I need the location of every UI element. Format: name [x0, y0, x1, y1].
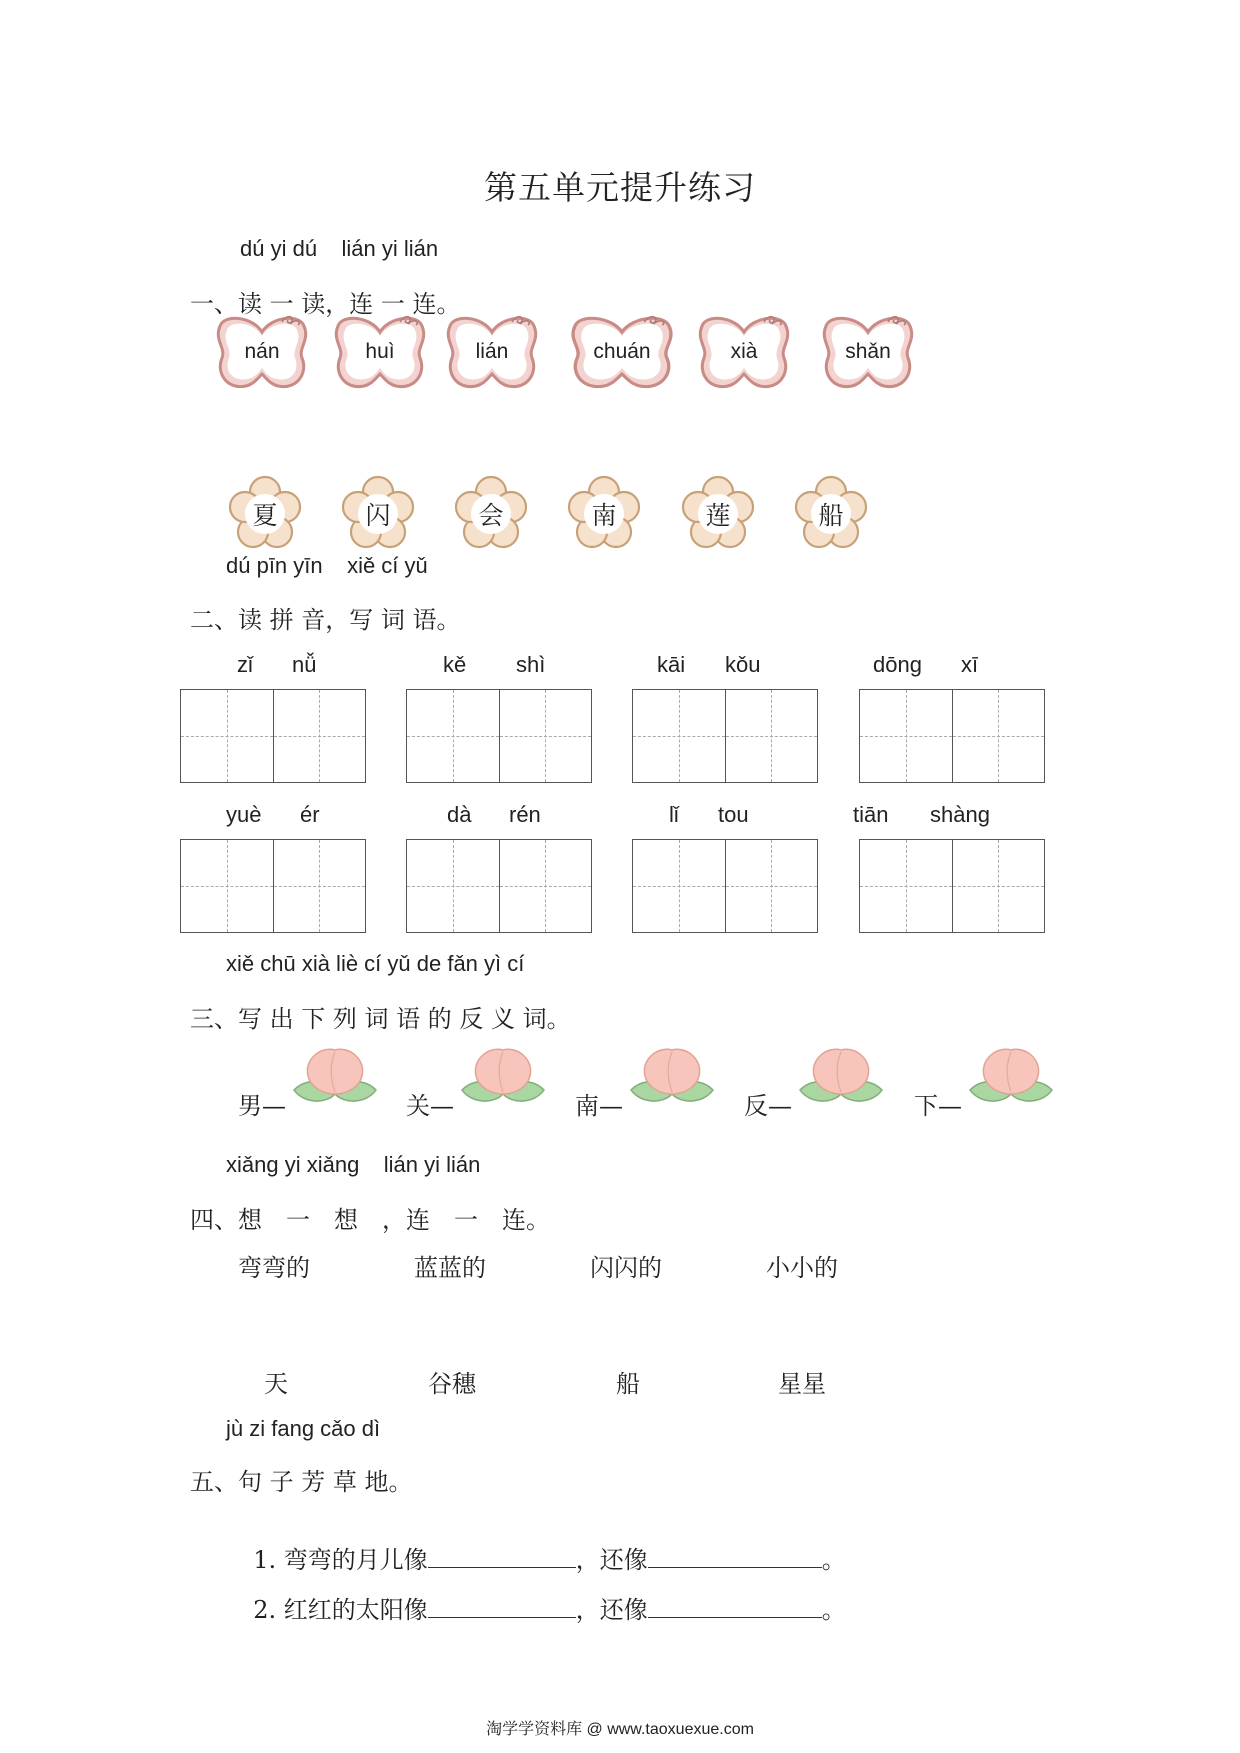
match-top-item[interactable]: 闪闪的 [590, 1254, 662, 1282]
word-pinyin: lǐ [669, 802, 679, 827]
word-pinyin: shàng [930, 802, 990, 827]
flower-character: 莲 [705, 501, 731, 530]
section5-pinyin: jù zi fang cǎo dì [226, 1416, 381, 1441]
word-pinyin: nǚ [292, 652, 317, 677]
match-top-item[interactable]: 弯弯的 [238, 1254, 310, 1282]
word-pinyin: ér [300, 802, 320, 827]
antonym-word: 男— [238, 1092, 286, 1120]
butterfly-card[interactable] [694, 312, 794, 402]
answer-peach[interactable] [460, 1044, 546, 1110]
match-top-item[interactable]: 蓝蓝的 [414, 1254, 486, 1282]
section4-pinyin: xiǎng yi xiǎng lián yi lián [226, 1152, 481, 1177]
footer-watermark: 淘学学资料库 @ www.taoxuexue.com [486, 1721, 754, 1738]
flower-character: 南 [591, 501, 617, 530]
match-top-item[interactable]: 小小的 [766, 1254, 838, 1282]
butterfly-pinyin: huì [365, 340, 395, 363]
butterfly-card[interactable] [330, 312, 430, 402]
word-pinyin: kǒu [725, 652, 761, 677]
match-bottom-item[interactable]: 星星 [778, 1370, 826, 1398]
answer-peach[interactable] [968, 1044, 1054, 1110]
word-pinyin: tiān [853, 802, 889, 827]
flower-card[interactable] [339, 474, 417, 552]
answer-peach[interactable] [629, 1044, 715, 1110]
sentence-1-middle: ，还像 [575, 1546, 648, 1574]
flower-card[interactable] [565, 474, 643, 552]
page-title: 第五单元提升练习 [484, 168, 756, 207]
section1-pinyin: dú yi dú lián yi lián [240, 236, 439, 261]
writing-grid[interactable] [406, 689, 592, 783]
writing-grid[interactable] [632, 839, 818, 933]
sentence-2-middle: ，还像 [575, 1596, 648, 1624]
butterfly-card[interactable] [212, 312, 312, 402]
writing-grid[interactable] [406, 839, 592, 933]
match-bottom-item[interactable]: 天 [264, 1370, 288, 1398]
butterfly-pinyin: xià [730, 340, 758, 363]
sentence-2 [238, 1562, 846, 1625]
section5-heading: 五、句 子 芳 草 地。 [190, 1468, 413, 1496]
section2-pinyin: dú pīn yīn xiě cí yǔ [226, 553, 428, 578]
flower-card[interactable] [452, 474, 530, 552]
antonym-word: 反— [744, 1092, 792, 1120]
peach-icon [629, 1044, 715, 1110]
flower-character: 闪 [365, 501, 391, 530]
word-pinyin: dōng [873, 652, 922, 677]
flower-card[interactable] [226, 474, 304, 552]
flower-card[interactable] [792, 474, 870, 552]
sentence-1-end: 。 [821, 1546, 846, 1574]
word-pinyin: xī [961, 652, 979, 677]
writing-grid[interactable] [180, 839, 366, 933]
section2-heading: 二、读 拼 音，写 词 语。 [190, 606, 461, 634]
word-pinyin: zǐ [237, 652, 253, 677]
butterfly-pinyin: shǎn [845, 340, 891, 363]
sentence-2-blank-2[interactable] [648, 1593, 822, 1618]
answer-peach[interactable] [292, 1044, 378, 1110]
match-bottom-item[interactable]: 船 [616, 1370, 640, 1398]
butterfly-pinyin: nán [244, 340, 280, 363]
butterfly-card[interactable] [442, 312, 542, 402]
section3-heading: 三、写 出 下 列 词 语 的 反 义 词。 [190, 1005, 571, 1033]
flower-character: 夏 [252, 501, 278, 530]
peach-icon [460, 1044, 546, 1110]
sentence-1-start: 1. 弯弯的月儿像 [253, 1546, 428, 1574]
antonym-word: 南— [575, 1092, 623, 1120]
sentence-2-blank-1[interactable] [428, 1593, 576, 1618]
writing-grid[interactable] [859, 689, 1045, 783]
flower-card[interactable] [679, 474, 757, 552]
word-pinyin: tou [718, 802, 749, 827]
sentence-2-end: 。 [821, 1596, 846, 1624]
word-pinyin: yuè [226, 802, 262, 827]
flower-character: 船 [818, 501, 844, 530]
butterfly-pinyin: lián [475, 340, 509, 363]
peach-icon [968, 1044, 1054, 1110]
match-bottom-item[interactable]: 谷穗 [428, 1370, 476, 1398]
writing-grid[interactable] [632, 689, 818, 783]
peach-icon [798, 1044, 884, 1110]
antonym-word: 关— [406, 1092, 454, 1120]
word-pinyin: dà [447, 802, 472, 827]
word-pinyin: kāi [657, 652, 686, 677]
flower-character: 会 [478, 501, 504, 530]
butterfly-card[interactable] [818, 312, 918, 402]
section1-heading: 一、读 一 读，连 一 连。 [190, 290, 461, 318]
writing-grid[interactable] [180, 689, 366, 783]
writing-grid[interactable] [859, 839, 1045, 933]
sentence-2-start: 2. 红红的太阳像 [253, 1596, 428, 1624]
word-pinyin: rén [509, 802, 541, 827]
peach-icon [292, 1044, 378, 1110]
butterfly-card[interactable] [566, 312, 678, 402]
word-pinyin: kě [443, 652, 467, 677]
answer-peach[interactable] [798, 1044, 884, 1110]
antonym-word: 下— [914, 1092, 962, 1120]
section4-heading: 四、想 一 想 ，连 一 连。 [190, 1206, 550, 1234]
word-pinyin: shì [516, 652, 546, 677]
section3-pinyin: xiě chū xià liè cí yǔ de fǎn yì cí [226, 951, 525, 976]
butterfly-pinyin: chuán [593, 340, 651, 363]
